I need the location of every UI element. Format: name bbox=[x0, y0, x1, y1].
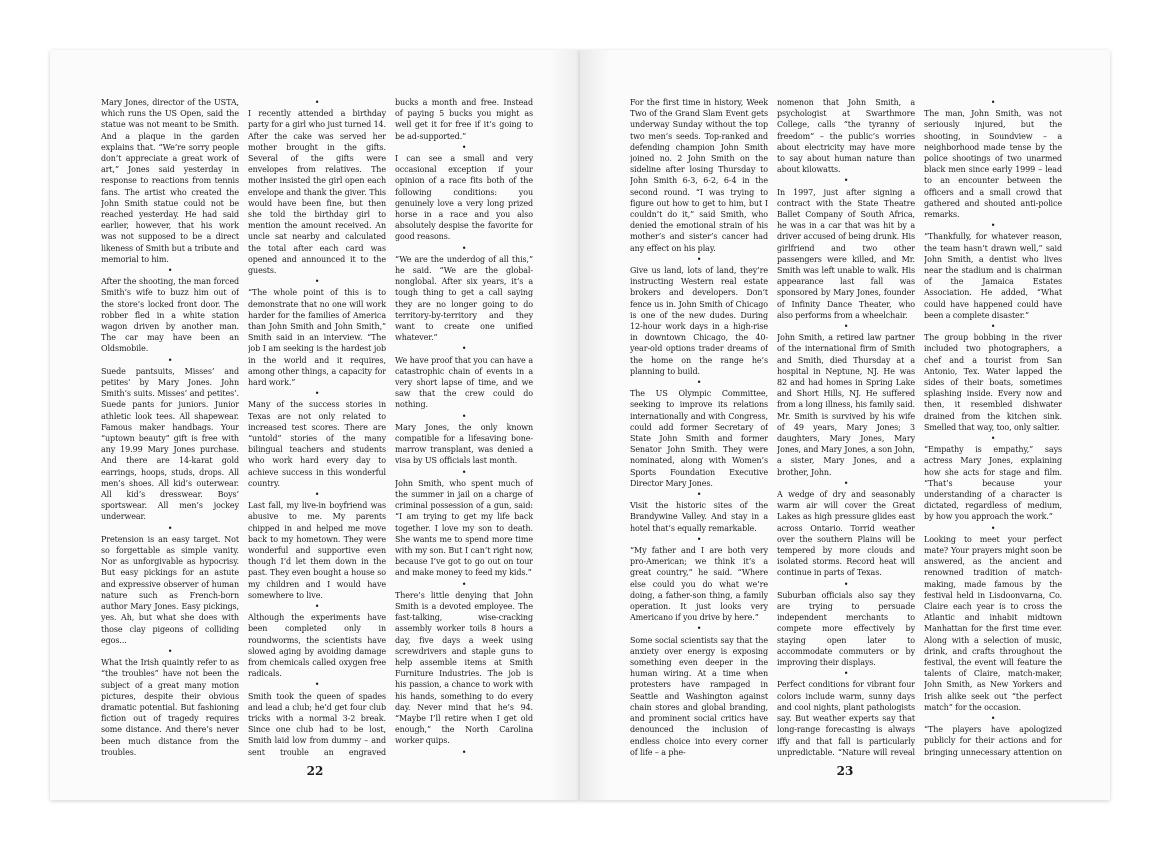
article-paragraph: Looking to meet your perfect mate? Your prayers might soon be answered, as the ancient and renowned tradition of match-making, made famous by the festival held in Lisdoonvarna, Co. Claire each year is to cross the Atlantic and inhabit midtown Manhattan for the first time ever. Along with a selection of music, drink, and crafts throughout the festival, the event will feature the talents of Claire, match-maker, John Smith, as New Yorkers and Irish alike seek out “the perfect match” for the occasion. bbox=[924, 534, 1062, 712]
separator-dot: • bbox=[314, 389, 320, 399]
separator-dot: • bbox=[167, 646, 173, 656]
separator-dot: • bbox=[461, 747, 467, 757]
separator-dot: • bbox=[843, 579, 849, 589]
right-column-2 bbox=[777, 97, 915, 757]
article-paragraph: Although the experiments have been completed only in roundworms, the scientists have slowed aging by avoiding damage from chemicals called oxygen free radicals. bbox=[248, 613, 386, 679]
separator-dot: • bbox=[990, 714, 996, 724]
article-paragraph: In 1997, just after signing a contract with the State Theatre Ballet Company of South Africa, he was in a car that was hit by a driver accused of being drunk. His girlfriend and two other passengers were killed, and Mr. Smith was left unable to walk. His appearance last fall was sponsored by Mary Jones, founder of Infinity Dance Theater, who also performs from a wheelchair. bbox=[777, 187, 915, 320]
article-paragraph: “My father and I are both very pro-American; we think it’s a great country,” he said. “Where else could you do what we’re doing, a father-son thing, a family operation. It just looks very Americano if you drive by here.” bbox=[630, 546, 768, 623]
separator-dot: • bbox=[167, 355, 173, 365]
article-paragraph: After the shooting, the man forced Smith’s wife to buzz him out of the store’s locked front door. The robber fled in a white station wagon driven by another man. The car may have been an Oldsmobile. bbox=[101, 277, 239, 354]
separator-dot: • bbox=[461, 579, 467, 589]
article-paragraph: Smith took the queen of spades and lead a club; he’d get four club tricks with a normal 3-2 break. Since one club had to be lost, Smith laid low from dummy – and sent trouble an engraved bbox=[248, 691, 386, 757]
right-column-3 bbox=[924, 97, 1062, 757]
article-paragraph: “The players have apologized publicly for their actions and for bringing unnecessary attention on bbox=[924, 725, 1062, 757]
separator-dot: • bbox=[696, 254, 702, 264]
article-paragraph: I recently attended a birthday party for a girl who just turned 14. After the cake was served her mother brought in the gifts. Several of the gifts were envelopes from relatives. The mother insisted the girl open each envelope and thank the giver. This would have been fine, but then she told the birthday girl to mention the amount received. An uncle sat nearby and calculated the total after each card was opened and announced it to the guests. bbox=[248, 109, 386, 276]
article-paragraph: “We are the underdog of all this,” he said. “We are the global-nonglobal. After six years, it’s a tough thing to get a call saying they are no longer going to do territory-by-territory and they want to create one unified whatever.” bbox=[395, 254, 533, 343]
article-paragraph: “Empathy is empathy,” says actress Mary Jones, explaining how she acts for stage and film. “That’s because your understanding of a character is dictated, regardless of medium, by how you approach the work.” bbox=[924, 445, 1062, 522]
separator-dot: • bbox=[843, 176, 849, 186]
article-paragraph: What the Irish quaintly refer to as “the troubles” have not been the subject of a great many motion pictures, despite their obvious dramatic potential. But fashioning fiction out of tragedy requires some distance. And there’s never been much distance from the troubles. bbox=[101, 658, 239, 757]
article-paragraph: I can see a small and very occasional exception if your opinion of a race fits both of the following conditions: you genuinely love a very long prized horse in a race and you also absolutely despise the favorite for good reasons. bbox=[395, 154, 533, 242]
separator-dot: • bbox=[461, 411, 467, 421]
right-page bbox=[580, 50, 1110, 800]
article-paragraph: “Thankfully, for whatever reason, the team hasn’t drawn well,” said John Smith, a dentist who lives near the stadium and is chairman of the Jamaica Estates Association. He added, “What could have happened could have been a complete disaster.” bbox=[924, 232, 1062, 320]
separator-dot: • bbox=[461, 243, 467, 253]
separator-dot: • bbox=[843, 478, 849, 488]
left-page-number: 22 bbox=[306, 764, 324, 778]
separator-dot: • bbox=[696, 490, 702, 500]
article-paragraph: Many of the success stories in Texas are not only related to increased test scores. There are “untold” stories of the many bilingual teachers and students who work hard every day to achieve success in this wonderful country. bbox=[248, 400, 386, 488]
left-column-1 bbox=[101, 97, 239, 757]
article-paragraph: We have proof that you can have a catastrophic chain of events in a very short lapse of time, and we saw that the crew could do nothing. bbox=[395, 355, 533, 410]
separator-dot: • bbox=[461, 344, 467, 354]
separator-dot: • bbox=[990, 523, 996, 533]
separator-dot: • bbox=[990, 434, 996, 444]
article-paragraph: There’s little denying that John Smith is a devoted employee. The fast-talking, wise-cracking assembly worker toils 8 hours a day, five days a week using screwdrivers and staple guns to help assemble items at Smith Furniture Industries. The job is his passion, a chance to work with his hands, something to do every day. Never mind that he’s 94. “Maybe I’ll retire when I get old enough,” the North Carolina worker quips. bbox=[395, 590, 533, 746]
article-paragraph: John Smith, a retired law partner of the international firm of Smith and Smith, died Thursday at a hospital in Neptune, NJ. He was 82 and had homes in Spring Lake and Short Hills, NJ. He suffered from a long illness, his family said. Mr. Smith is survived by his wife of 49 years, Mary Jones; 3 daughters, Mary Jones, Mary Jones, and Mary Jones, a son John, a sister, Mary Jones, and a brother, John. bbox=[777, 333, 915, 477]
separator-dot: • bbox=[314, 602, 320, 612]
article-paragraph: Pretension is an easy target. Not so forgettable as simple vanity. Nor as unforgivable as hypocrisy. But easy pickings for an astute and expressive observer of human nature such as French-born author Mary Jones. Easy pickings, yes. Ah, but what she does with those clay pigeons of colliding egos... bbox=[101, 534, 239, 645]
article-paragraph: bucks a month and free. Instead of paying 5 bucks you might as well get it for free if it’s going to be ad-supported.” bbox=[395, 98, 533, 141]
article-paragraph: “The whole point of this is to demonstrate that no one will work harder for the families of America than John Smith and John Smith,” Smith said in an interview. “The job I am seeking is the hardest job in the world and it requires, among other things, a capacity for hard work.” bbox=[248, 288, 386, 388]
separator-dot: • bbox=[990, 98, 996, 107]
article-paragraph: The man, John Smith, was not seriously injured, but the shooting, in Soundview – a neighborhood made tense by the police shootings of two unarmed black men since early 1999 – lead to an encounter between the officers and a small crowd that gathered and shouted anti-police remarks. bbox=[924, 109, 1062, 220]
separator-dot: • bbox=[167, 266, 173, 276]
article-paragraph: Suburban officials also say they are trying to persuade independent merchants to compete more effectively by staying open later to accommodate commuters or by improving their displays. bbox=[777, 590, 915, 668]
article-paragraph: For the first time in history, Week Two of the Grand Slam Event gets underway Sunday without the top two men’s seeds. Top-ranked and defending champion John Smith joined no. 2 John Smith on the sideline after losing Thursday to John Smith 6-3, 6-2, 6-4 in the second round. “I was trying to figure out how to get to him, but I couldn’t do it,” said Smith, who denied the emotional strain of his mother’s and sister’s cancer had any effect on his play. bbox=[630, 98, 768, 253]
left-column-2 bbox=[248, 97, 386, 757]
separator-dot: • bbox=[843, 669, 849, 679]
article-paragraph: Visit the historic sites of the Brandywine Valley. And stay in a hotel that’s equally remarkable. bbox=[630, 501, 768, 533]
separator-dot: • bbox=[843, 322, 849, 332]
article-paragraph: The US Olympic Committee, seeking to improve its relations internationally and with Congress, could add former Secretary of State John Smith and former Senator John Smith. They were nominated, along with Women’s Sports Foundation Executive Director Mary Jones. bbox=[630, 389, 768, 488]
article-paragraph: nomenon that John Smith, a psychologist at Swarthmore College, calls “the tyranny of freedom” – the public’s worries about electricity may have more to say about human nature than about kilowatts. bbox=[777, 98, 915, 175]
separator-dot: • bbox=[314, 98, 320, 107]
right-column-1 bbox=[630, 97, 768, 757]
separator-dot: • bbox=[461, 467, 467, 477]
article-paragraph: John Smith, who spent much of the summer in jail on a charge of criminal possession of a gun, said: “I am trying to get my life back together. I love my son to death. She wants me to spend more time with my son. But I can’t right now, because I’ve got to go out on tour and make money to feed my kids.” bbox=[395, 478, 533, 578]
separator-dot: • bbox=[461, 142, 467, 152]
article-paragraph: Last fall, my live-in boyfriend was abusive to me. My parents chipped in and helped me move back to my hometown. They were wonderful and supportive even though I’d let them down in the past. They even bought a house so my children and I would have somewhere to live. bbox=[248, 501, 386, 600]
separator-dot: • bbox=[167, 523, 173, 533]
separator-dot: • bbox=[314, 680, 320, 690]
left-page bbox=[50, 50, 580, 800]
separator-dot: • bbox=[990, 322, 996, 332]
article-paragraph: Perfect conditions for vibrant four colors include warm, sunny days and cool nights, plant pathologists say. But weather experts say that long-range forecasting is always iffy and that fall is particularly unpredictable. “Nature will reveal bbox=[777, 680, 915, 757]
separator-dot: • bbox=[990, 221, 996, 231]
article-paragraph: Mary Jones, the only known compatible for a lifesaving bone-marrow transplant, was denied a visa by US officials last month. bbox=[395, 422, 533, 466]
separator-dot: • bbox=[696, 378, 702, 388]
right-page-number: 23 bbox=[836, 764, 854, 778]
article-paragraph: The group bobbing in the river included two photographers, a chef and a tourist from San Antonio, Tex. Water lapped the sides of their boats, sometimes splashing inside. Every now and then, it resembled dishwater drained from the kitchen sink. Smelled that way, too, only saltier. bbox=[924, 333, 1062, 432]
article-paragraph: Some social scientists say that the anxiety over energy is exposing something even deeper in the human wiring. At a time when protesters have rampaged in Seattle and Washington against chain stores and global branding, and prominent social critics have denounced the inclusion of endless choice into every corner of life – a phe- bbox=[630, 635, 768, 757]
article-paragraph: Give us land, lots of land, they’re instructing Western real estate brokers and developers. Don’t fence us in. John Smith of Chicago is one of the new dudes. During 12-hour work days in a high-rise in downtown Chicago, the 40-year-old options trader dreams of the home on the range he’s planning to build. bbox=[630, 266, 768, 376]
book-spread bbox=[50, 50, 1110, 800]
left-column-3 bbox=[395, 97, 533, 757]
article-paragraph: A wedge of dry and seasonably warm air will cover the Great Lakes as high pressure glides east across Ontario. Torrid weather over the southern Plains will be tempered by more clouds and isolated storms. Record heat will continue in parts of Texas. bbox=[777, 490, 915, 578]
article-paragraph: Mary Jones, director of the USTA, which runs the US Open, said the statue was not meant to be Smith. And a plaque in the garden explains that. “We’re sorry people don’t appreciate a great work of art,” Jones said yesterday in response to reactions from tennis fans. The artist who created the John Smith statue could not be reached yesterday. He had said earlier, however, that his work was not supposed to be a direct likeness of Smith but a tribute and memorial to him. bbox=[101, 98, 239, 264]
separator-dot: • bbox=[696, 624, 702, 634]
article-paragraph: Suede pantsuits, Misses’ and petites’ by Mary Jones. John Smith’s suits. Misses’ and petites’. Suede pants for juniors. Junior athletic look tees. All shapewear. Famous maker handbags. Your “uptown beauty” gift is free with any 19.99 Mary Jones purchase. And there are 14-karat gold earrings, hoops, studs, drops. All men’s shoes. All kid’s outerwear. All kid’s dresswear. Boys’ sportswear. All men’s jockey underwear. bbox=[101, 366, 239, 522]
separator-dot: • bbox=[696, 534, 702, 544]
separator-dot: • bbox=[314, 490, 320, 500]
separator-dot: • bbox=[314, 277, 320, 287]
